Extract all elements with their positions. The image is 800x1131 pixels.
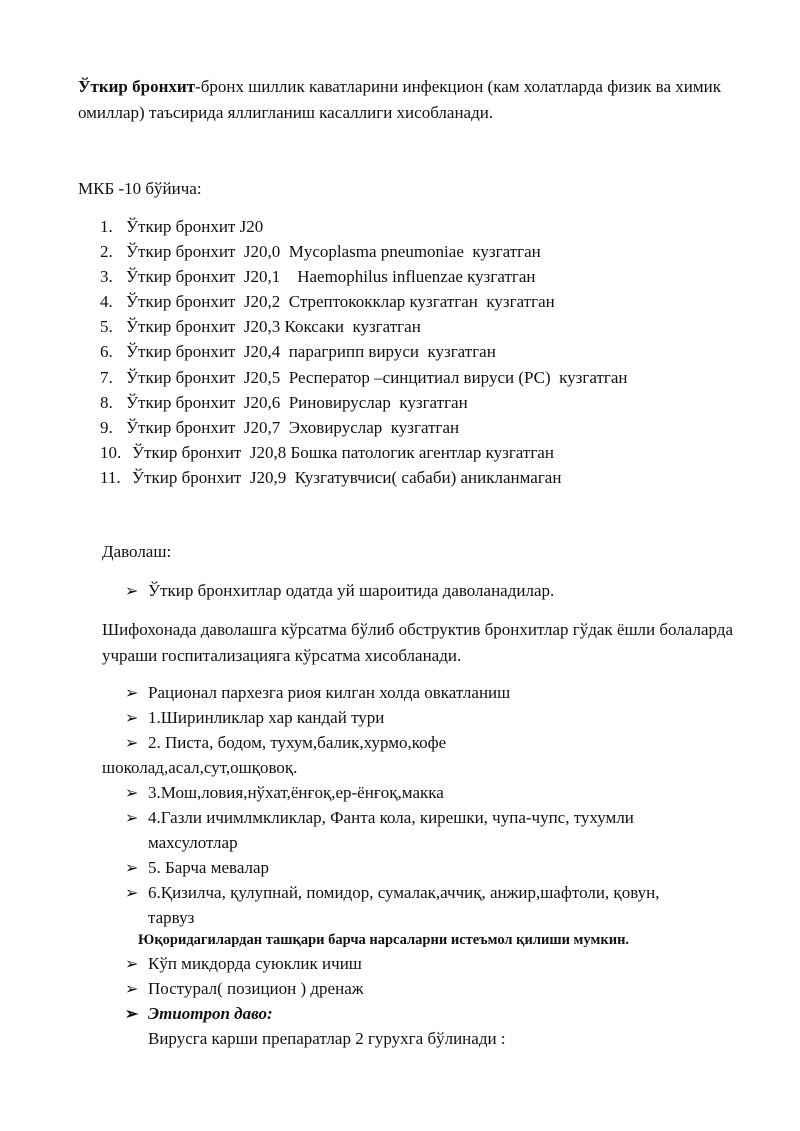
list-number: 9.: [100, 417, 113, 437]
arrow-bullet-icon: ➢: [125, 810, 139, 827]
list-item: [100, 289, 628, 314]
bullet-item: [125, 855, 269, 881]
list-text: Ўткир бронхит J20: [126, 217, 264, 236]
bullet-text: 2. Писта, бодом, тухум,балик,хурмо,кофе: [148, 733, 447, 752]
bullet-text: Ўткир бронхитлар одатда уй шароитида даволанадилар.: [148, 581, 555, 600]
list-item: [100, 415, 628, 440]
mkb-list: [100, 214, 628, 490]
bullet-item: [125, 805, 634, 831]
bullet-text: 3.Мош,ловия,нўхат,ёнғоқ,ер-ёнғоқ,макка: [148, 783, 444, 802]
list-text: Ўткир бронхит J20,2 Стрептококклар кузгатган кузгатган: [126, 292, 555, 312]
list-text: Ўткир бронхит J20,0 Mycoplasma pneumoniae кузгатган: [126, 242, 541, 262]
arrow-bullet-icon: ➢: [125, 583, 139, 600]
bullet-text: 5. Барча мевалар: [148, 858, 270, 877]
bullet-text: Кўп микдорда суюклик ичиш: [148, 954, 362, 973]
arrow-bullet-icon: ➢: [125, 710, 139, 727]
list-number: 6.: [100, 342, 113, 362]
bullet-text: 4.Газли ичимлмкликлар, Фанта кола, кирешки, чупа-чупс, тухумли: [148, 808, 634, 827]
arrow-bullet-icon: ➢: [125, 685, 139, 702]
treatment-heading: Даволаш:: [102, 542, 172, 561]
bullet-item: [125, 680, 510, 706]
bullet-continuation: махсулотлар: [148, 833, 238, 852]
list-item: [100, 339, 628, 364]
list-text: Ўткир бронхит J20,9 Кузгатувчиси( сабаби) аникланмаган: [132, 467, 562, 487]
hospitalization-paragraph: Шифохонада даволашга кўрсатма бўлиб обструктив бронхитлар гўдак ёшли болаларда учраши госпитализацияга кўрсатма хисобланади.: [102, 620, 733, 665]
diet-note: Юқоридагилардан ташқари барча нарсаларни истеъмол қилиши мумкин.: [138, 932, 630, 948]
arrow-bullet-icon: ➢: [125, 860, 139, 877]
list-text: Ўткир бронхит J20,8 Бошка патологик агентлар кузгатган: [132, 442, 554, 462]
bullet-item: [125, 951, 362, 977]
list-text: Ўткир бронхит J20,7 Эховируслар кузгатган: [126, 417, 460, 437]
list-number: 7.: [100, 367, 113, 387]
arrow-bullet-icon: ➢: [125, 956, 139, 973]
list-number: 10.: [100, 442, 122, 462]
bullet-continuation: тарвуз: [148, 908, 195, 927]
intro-definition: -бронх шиллик каватларини инфекцион (кам холатларда физик ва химик омиллар) таъсирида яллигланиш касаллиги хисобланади.: [78, 77, 721, 122]
list-text: Ўткир бронхит J20,6 Риновируслар кузгатган: [126, 392, 468, 412]
list-number: 2.: [100, 242, 113, 262]
arrow-bullet-icon: ➢: [125, 735, 139, 752]
bullet-text: 6.Қизилча, қулупнай, помидор, сумалак,аччиқ, анжир,шафтоли, қовун,: [148, 883, 660, 902]
bullet-continuation: шоколад,асал,сут,ошқовоқ.: [102, 758, 298, 777]
arrow-bullet-icon: ➢: [125, 981, 139, 998]
mkb-heading: МКБ -10 бўйича:: [78, 179, 202, 198]
arrow-bullet-icon: ➢: [125, 885, 139, 902]
bullet-item: [125, 730, 446, 756]
bullet-item: [125, 1001, 273, 1027]
bullet-text: Постурал( позицион ) дренаж: [148, 979, 364, 998]
list-item: [100, 365, 628, 390]
list-number: 5.: [100, 317, 113, 337]
list-text: Ўткир бронхит J20,1 Haemophilus influenzae кузгатган: [126, 267, 536, 287]
list-number: 8.: [100, 392, 113, 412]
list-text: Ўткир бронхит J20,5 Респератор –синцитиал вируси (РС) кузгатган: [126, 367, 628, 387]
bullet-item: [125, 880, 660, 906]
bullet-item: [125, 976, 364, 1002]
bullet-item: [125, 578, 554, 604]
bullet-text: Рационал пархезга риоя килган холда овкатланиш: [148, 683, 511, 702]
intro-term: Ўткир бронхит: [78, 77, 196, 96]
list-item: [100, 465, 628, 490]
list-item: [100, 390, 628, 415]
list-text: Ўткир бронхит J20,4 парагрипп вируси кузгатган: [126, 342, 496, 362]
list-item: [100, 214, 628, 239]
list-number: 11.: [100, 467, 121, 487]
arrow-bullet-icon: ➢: [125, 785, 139, 802]
list-number: 4.: [100, 292, 113, 312]
list-text: Ўткир бронхит J20,3 Коксаки кузгатган: [126, 317, 421, 337]
arrow-bullet-icon: ➢: [125, 1006, 139, 1023]
antiviral-text: Вирусга карши препаратлар 2 гурухга бўлинади :: [148, 1029, 506, 1048]
bullet-item: [125, 780, 444, 806]
list-item: [100, 314, 628, 339]
bullet-item: [125, 705, 384, 731]
list-number: 3.: [100, 267, 113, 287]
etiotropic-heading: Этиотроп даво:: [148, 1004, 273, 1023]
intro-paragraph: [78, 74, 758, 125]
list-number: 1.: [100, 217, 113, 236]
list-item: [100, 440, 628, 465]
list-item: [100, 239, 628, 264]
list-item: [100, 264, 628, 289]
bullet-text: 1.Ширинликлар хар кандай тури: [148, 708, 385, 727]
